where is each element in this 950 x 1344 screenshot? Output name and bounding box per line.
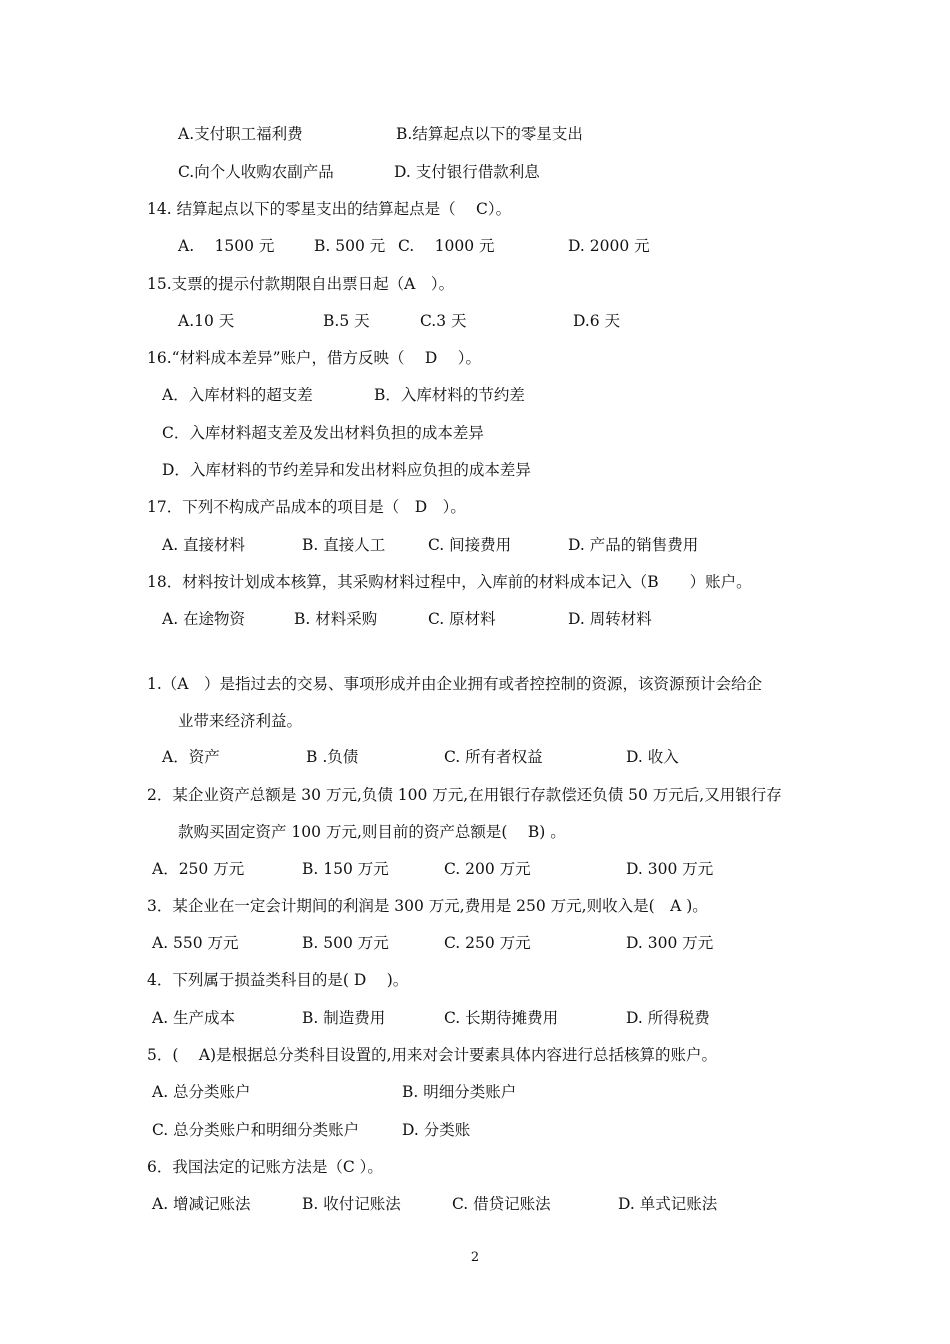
option-text: D. 产品的销售费用 <box>568 536 699 554</box>
question-text: D．入库材料的节约差异和发出材料应负担的成本差异 <box>162 461 531 479</box>
text-line <box>0 160 950 184</box>
option-text: A.10 天 <box>178 312 235 330</box>
text-line <box>0 672 950 696</box>
option-text: D. 周转材料 <box>568 610 652 628</box>
option-text: B. 制造费用 <box>302 1009 386 1027</box>
text-line <box>0 234 950 258</box>
option-text: B.5 天 <box>323 312 370 330</box>
text-line <box>0 709 950 733</box>
option-text: D.6 天 <box>573 312 621 330</box>
option-text: C. 借贷记账法 <box>452 1195 551 1213</box>
option-text: B. 500 万元 <box>302 934 389 952</box>
page-number: 2 <box>470 1250 480 1265</box>
option-text: A. 生产成本 <box>152 1009 236 1027</box>
text-line <box>0 783 950 807</box>
option-text: D. 所得税费 <box>626 1009 710 1027</box>
text-line <box>0 1155 950 1179</box>
question-text: 1.（A ）是指过去的交易、事项形成并由企业拥有或者控控制的资源，该资源预计会给企 <box>147 675 762 693</box>
option-text: B.结算起点以下的零星支出 <box>396 125 583 143</box>
option-text: B. 150 万元 <box>302 860 389 878</box>
question-text: 4．下列属于损益类科目的是( D )。 <box>147 971 409 989</box>
option-text: D. 收入 <box>626 748 679 766</box>
option-text: A．资产 <box>162 748 220 766</box>
text-line <box>0 1192 950 1216</box>
text-line <box>0 197 950 221</box>
option-text: B. 明细分类账户 <box>402 1083 517 1101</box>
text-line <box>0 272 950 296</box>
option-text: C. 原材料 <box>428 610 496 628</box>
option-text: C. 间接费用 <box>428 536 512 554</box>
question-text: 17．下列不构成产品成本的项目是（ D ）。 <box>147 498 466 516</box>
option-text: D. 300 万元 <box>626 934 714 952</box>
option-text: C. 200 万元 <box>444 860 531 878</box>
text-line <box>0 1043 950 1067</box>
question-text: 6．我国法定的记账方法是（C ）。 <box>147 1158 383 1176</box>
option-text: D. 支付银行借款利息 <box>394 163 540 181</box>
text-line <box>0 458 950 482</box>
option-text: C.向个人收购农副产品 <box>178 163 334 181</box>
text-line <box>0 346 950 370</box>
option-text: A. 总分类账户 <box>152 1083 251 1101</box>
text-line <box>0 931 950 955</box>
option-text: C. 长期待摊费用 <box>444 1009 559 1027</box>
text-line <box>0 1080 950 1104</box>
option-text: D. 2000 元 <box>568 237 650 255</box>
text-line <box>0 421 950 445</box>
option-text: B．入库材料的节约差 <box>374 386 525 404</box>
option-text: B. 收付记账法 <box>302 1195 401 1213</box>
option-text: A．250 万元 <box>152 860 245 878</box>
text-line <box>0 745 950 769</box>
question-text: 5．( A)是根据总分类科目设置的,用来对会计要素具体内容进行总括核算的账户。 <box>147 1046 718 1064</box>
text-line <box>0 820 950 844</box>
question-text: 15.支票的提示付款期限自出票日起（A ）。 <box>147 275 455 293</box>
option-text: C. 所有者权益 <box>444 748 543 766</box>
option-text: C.3 天 <box>420 312 467 330</box>
option-text: A．入库材料的超支差 <box>162 386 313 404</box>
option-text: D. 300 万元 <box>626 860 714 878</box>
option-text: A. 直接材料 <box>162 536 246 554</box>
text-line <box>0 533 950 557</box>
text-line <box>0 1006 950 1030</box>
option-text: B. 500 元 <box>314 237 386 255</box>
question-text: 18．材料按计划成本核算，其采购材料过程中，入库前的材料成本记入（B ）账户。 <box>147 573 752 591</box>
text-line <box>0 1118 950 1142</box>
question-text: 14. 结算起点以下的零星支出的结算起点是（ C）。 <box>147 200 512 218</box>
text-line <box>0 383 950 407</box>
option-text: C. 1000 元 <box>398 237 495 255</box>
option-text: A. 1500 元 <box>178 237 275 255</box>
question-text: 3．某企业在一定会计期间的利润是 300 万元,费用是 250 万元,则收入是( A )。 <box>147 897 708 915</box>
text-line <box>0 495 950 519</box>
text-line <box>0 968 950 992</box>
option-text: C. 250 万元 <box>444 934 531 952</box>
option-text: D. 分类账 <box>402 1121 471 1139</box>
option-text: B .负债 <box>306 748 359 766</box>
option-text: B. 直接人工 <box>302 536 386 554</box>
question-text: 16.“材料成本差异”账户，借方反映（ D ）。 <box>147 349 482 367</box>
question-text: C．入库材料超支差及发出材料负担的成本差异 <box>162 424 484 442</box>
question-text: 业带来经济利益。 <box>178 712 303 730</box>
text-line <box>0 309 950 333</box>
option-text: C. 总分类账户和明细分类账户 <box>152 1121 360 1139</box>
question-text: 款购买固定资产 100 万元,则目前的资产总额是( B) 。 <box>178 823 566 841</box>
option-text: D. 单式记账法 <box>618 1195 718 1213</box>
text-line <box>0 570 950 594</box>
text-line <box>0 122 950 146</box>
option-text: B. 材料采购 <box>294 610 378 628</box>
question-text: 2．某企业资产总额是 30 万元,负债 100 万元,在用银行存款偿还负债 50 万元后,又用银行存 <box>147 786 782 804</box>
text-line <box>0 857 950 881</box>
option-text: A.支付职工福利费 <box>178 125 303 143</box>
option-text: A. 550 万元 <box>152 934 239 952</box>
text-line <box>0 894 950 918</box>
option-text: A. 在途物资 <box>162 610 246 628</box>
text-line <box>0 607 950 631</box>
option-text: A. 增减记账法 <box>152 1195 251 1213</box>
